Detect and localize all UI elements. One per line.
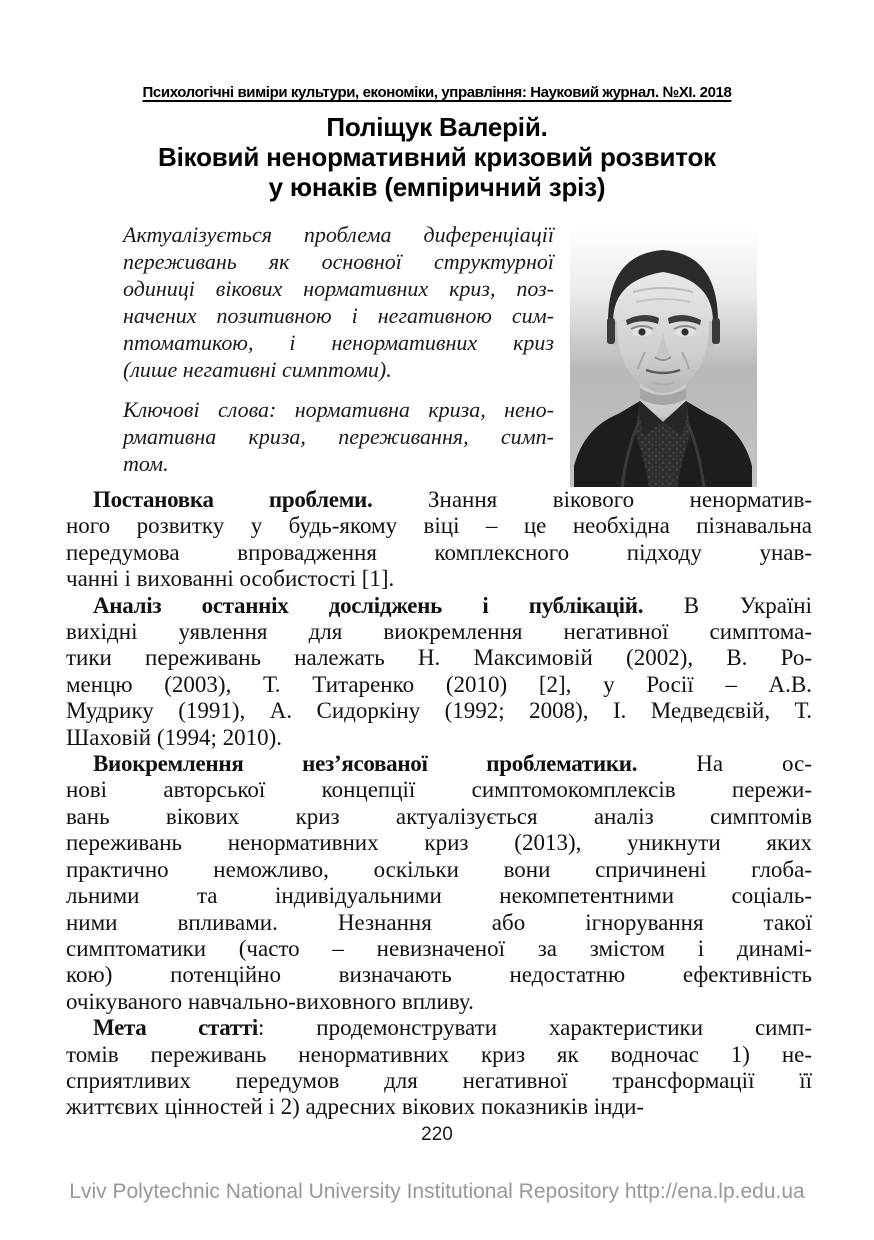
title-line-3: у юнаків (емпіричний зріз) xyxy=(268,172,606,202)
text-line: Ключові слова: нормативна криза, нено- xyxy=(123,397,554,422)
author-photo xyxy=(570,230,757,487)
text-line: життєвих цінностей і 2) адресних вікових показників інди- xyxy=(66,1094,645,1120)
text-line: одиниці вікових нормативних криз, поз- xyxy=(123,276,554,301)
text-line: Мета статті: продемонструвати характеристики симп- xyxy=(93,1015,812,1041)
text-line: (лише негативні симптоми). xyxy=(123,357,392,382)
text-line: Мудрику (1991), А. Сидоркіну (1992; 2008), І. Медведєвій, Т. xyxy=(66,698,812,724)
text-line: кою) потенційно визначають недостатню ефективність xyxy=(66,962,812,988)
text-line: менцю (2003), Т. Титаренко (2010) [2], у Росії – А.В. xyxy=(66,671,812,697)
author-name: Поліщук Валерій. xyxy=(326,112,548,142)
repository-footer: Lviv Polytechnic National University Institutional Repository http://ena.lp.edu.ua xyxy=(69,1180,805,1203)
title-line-2: Віковий ненормативний кризовий розвиток xyxy=(158,142,716,172)
journal-header-text: Психологічні виміри культури, економіки, управління: Науковий журнал. №ХІ. 2018 xyxy=(142,84,732,101)
text-line: переживань ненормативних криз (2013), уникнути яких xyxy=(66,830,812,856)
text-line: переживань як основної структурної xyxy=(123,249,554,274)
text-line: ними впливами. Незнання або ігнорування такої xyxy=(66,909,812,935)
text-line: Постановка проблеми. Знання вікового ненорматив- xyxy=(93,487,812,512)
portrait-illustration xyxy=(570,230,757,487)
text-line: очікуваного навчально-виховного впливу. xyxy=(66,988,474,1014)
paragraph-problem-statement xyxy=(66,487,812,593)
abstract-paragraph xyxy=(123,221,554,383)
text-line: практично неможливо, оскільки вони спричинені глоба- xyxy=(66,856,812,882)
article-body xyxy=(66,487,812,1121)
text-line: Шаховій (1994; 2010). xyxy=(66,724,283,750)
paragraph-recent-research xyxy=(66,593,812,751)
paragraph-unresolved-issues xyxy=(66,751,812,1015)
text-line: Виокремлення нез’ясованої проблематики. На ос- xyxy=(93,751,812,777)
text-line: сприятливих передумов для негативної трансформації її xyxy=(66,1067,812,1093)
paragraph-lead: Виокремлення нез’ясованої проблематики. xyxy=(93,751,638,777)
text-line: льними та індивідуальними некомпетентними соціаль- xyxy=(66,883,812,909)
text-line: нові авторської концепції симптомокомплексів пережи- xyxy=(66,777,812,803)
text-line: тики переживань належать Н. Максимовій (2002), В. Ро- xyxy=(66,645,812,671)
running-head xyxy=(0,84,874,101)
text-line: симптоматики (часто – невизначеної за змістом і динамі- xyxy=(66,935,812,961)
article-title xyxy=(0,112,874,202)
text-line: томів переживань ненормативних криз як водночас 1) не- xyxy=(66,1041,812,1067)
keywords-paragraph xyxy=(123,396,554,477)
text-line: начених позитивною і негативною сим- xyxy=(123,303,554,328)
text-line: рмативна криза, переживання, симп- xyxy=(123,424,554,449)
text-line: Аналіз останніх досліджень і публікацій. В Україні xyxy=(93,592,812,618)
text-line: чанні і вихованні особистості [1]. xyxy=(66,566,395,592)
text-line: передумова впровадження комплексного підходу унав- xyxy=(66,539,812,565)
text-line: ного розвитку у будь-якому віці – це необхідна пізнавальна xyxy=(66,513,812,539)
paragraph-article-aim xyxy=(66,1015,812,1121)
text-line: том. xyxy=(123,451,169,476)
text-line: вихідні уявлення для виокремлення негативної симптома- xyxy=(66,619,812,645)
text-line: Актуалізується проблема диференціації xyxy=(123,222,554,247)
text-line: птоматикою, і ненормативних криз xyxy=(123,330,554,355)
text-line: вань вікових криз актуалізується аналіз симптомів xyxy=(66,803,812,829)
paragraph-lead: Постановка проблеми. xyxy=(93,487,373,512)
page-number: 220 xyxy=(421,1124,453,1145)
paragraph-lead: Аналіз останніх досліджень і публікацій. xyxy=(93,592,644,618)
abstract-block xyxy=(123,221,554,477)
paragraph-lead: Мета статті xyxy=(93,1015,258,1041)
